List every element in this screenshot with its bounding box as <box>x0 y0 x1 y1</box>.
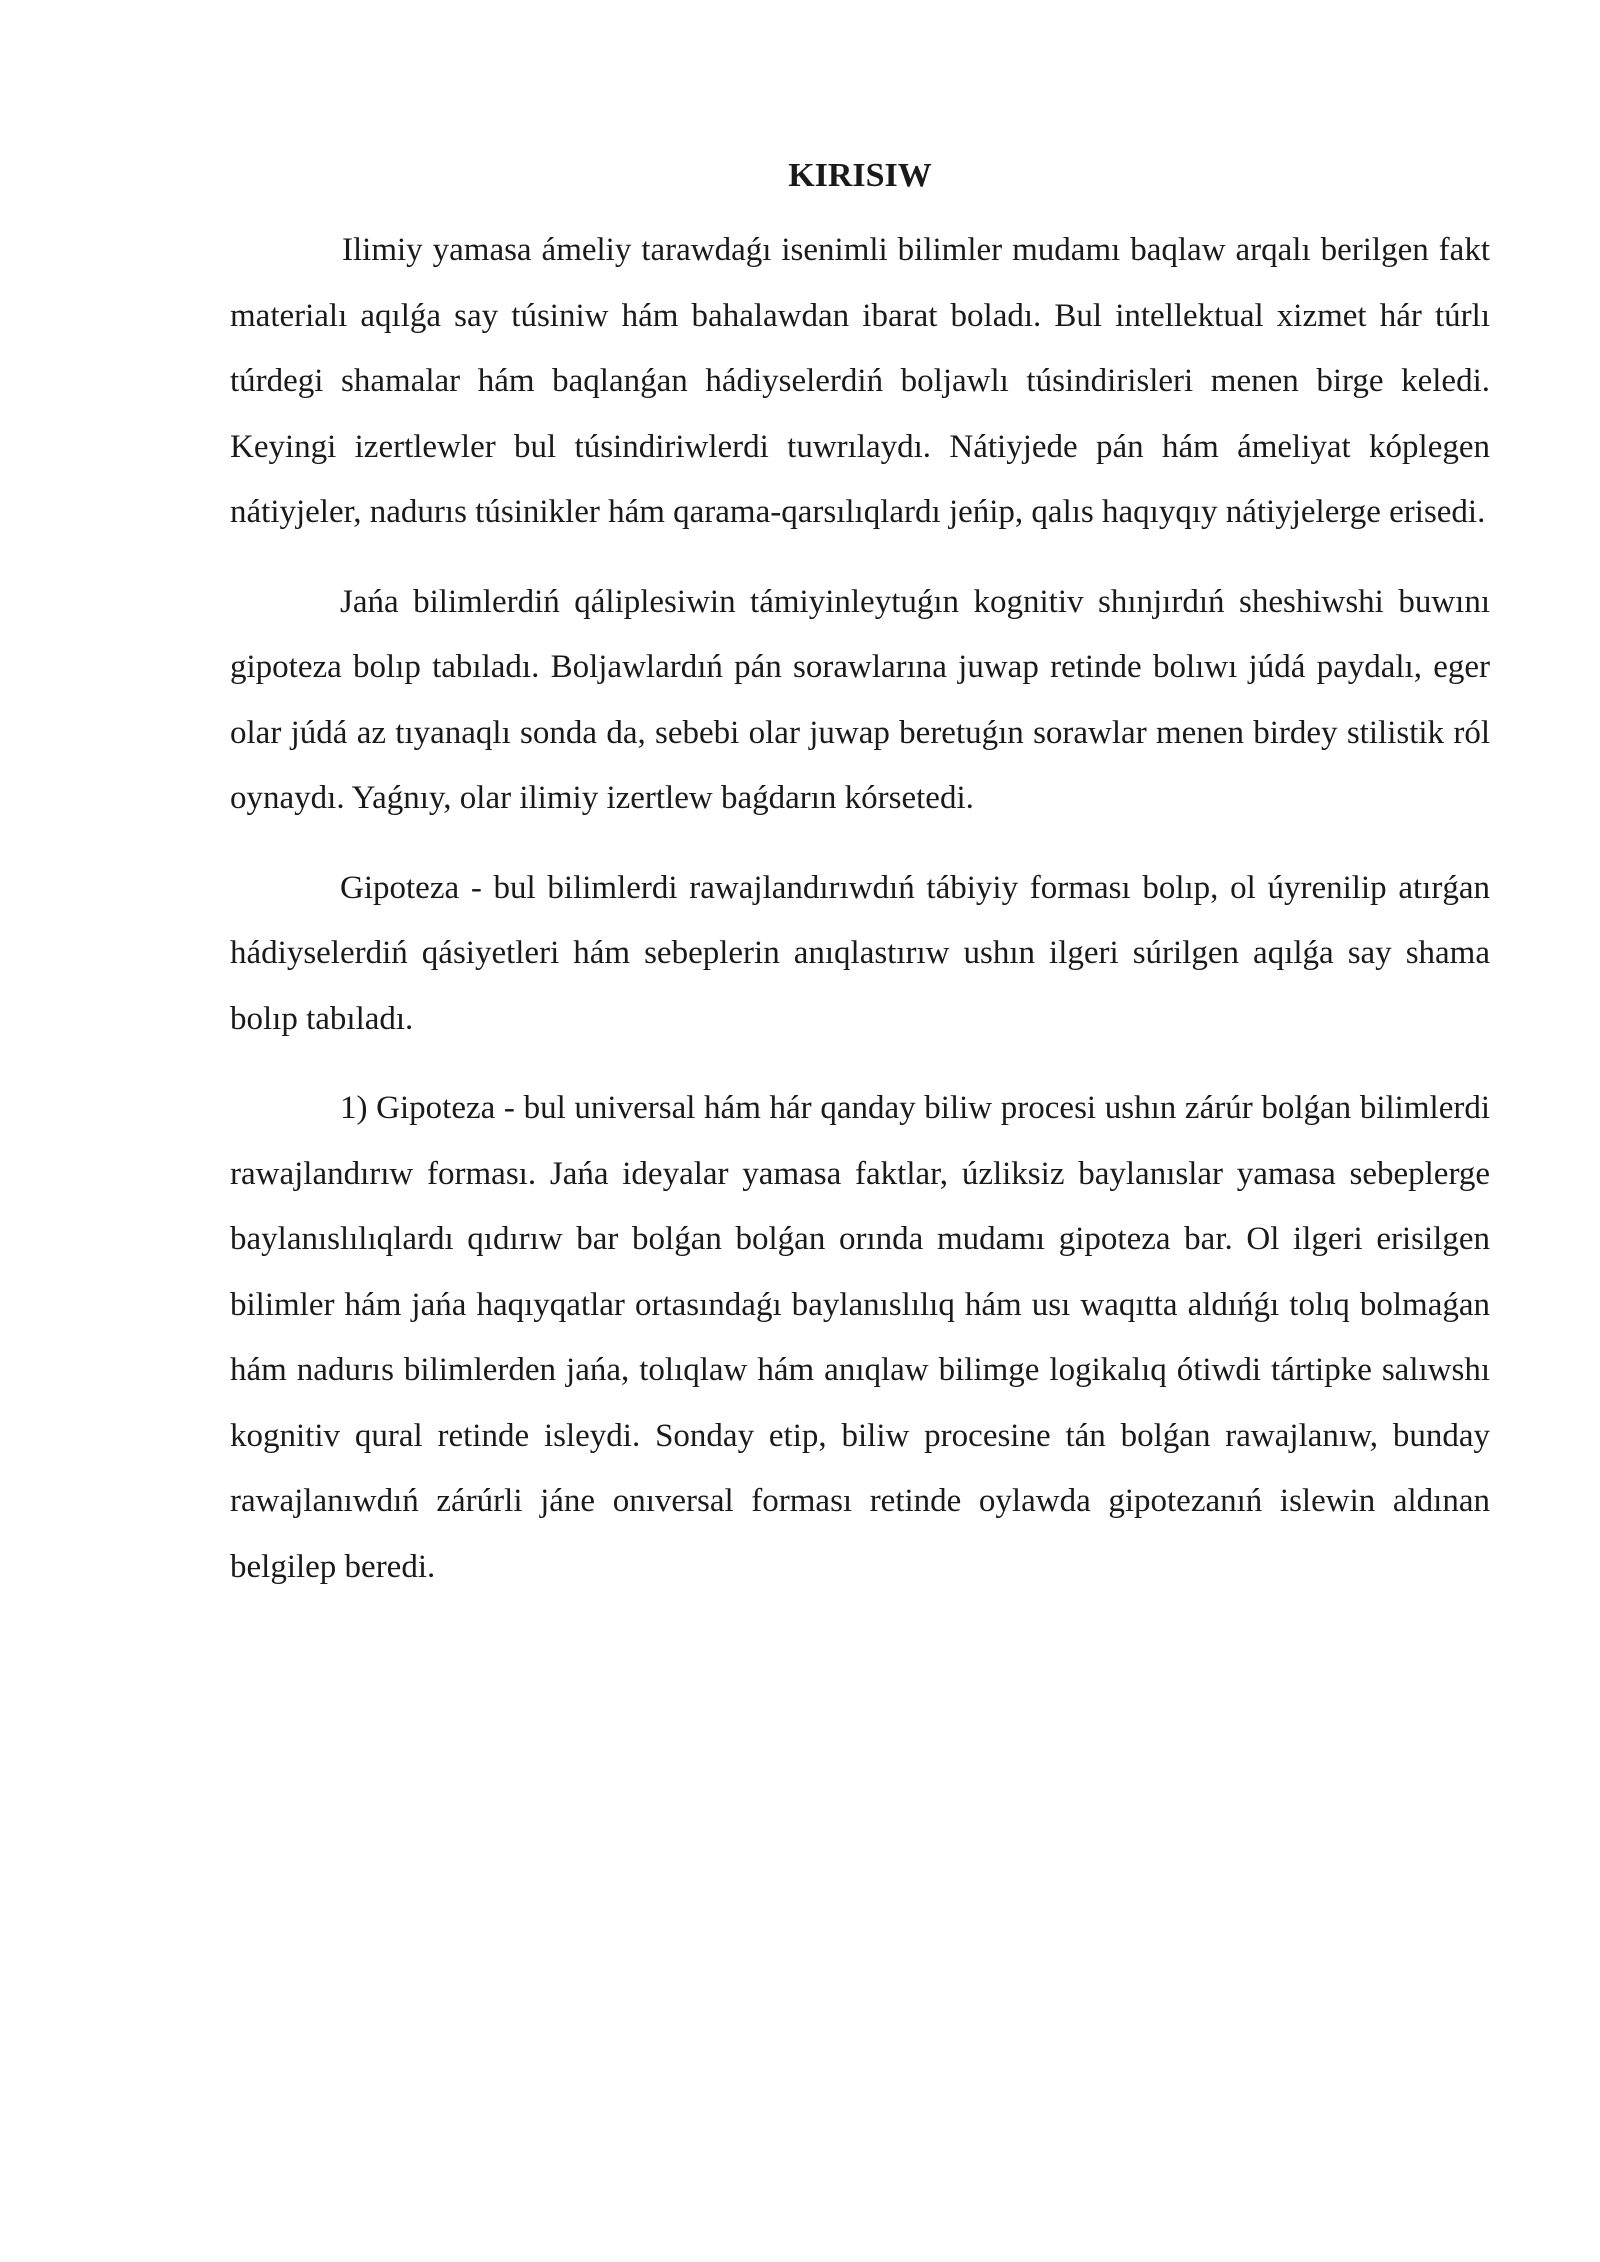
paragraph-4: 1) Gipoteza - bul universal hám hár qanday biliw procesi ushın zárúr bolǵan bilimlerdi rawajlandırıw forması. Jańa ideyalar yamasa faktlar, úzliksiz baylanıslar yamasa sebeplerge baylanıslılıqlardı qıdırıw bar bolǵan bolǵan orında mudamı gipoteza bar. Ol ilgeri erisilgen bilimler hám jańa haqıyqatlar ortasındaǵı baylanıslılıq hám usı waqıtta aldıńǵı tolıq bolmaǵan hám nadurıs bilimlerden jańa, tolıqlaw hám anıqlaw bilimge logikalıq ótiwdi tártipke salıwshı kognitiv qural retinde isleydi. Sonday etip, biliw procesine tán bolǵan rawajlanıw, bunday rawajlanıwdıń zárúrli jáne onıversal forması retinde oylawda gipotezanıń islewin aldınan belgilep beredi. <box>230 1090 1490 1585</box>
paragraph-3: Gipoteza - bul bilimlerdi rawajlandırıwdıń tábiyiy forması bolıp, ol úyrenilip atırǵan hádiyselerdiń qásiyetleri hám sebeplerin anıqlastırıw ushın ilgeri súrilgen aqılǵa say shama bolıp tabıladı. <box>230 869 1490 1037</box>
page-title: KIRISIW <box>788 157 932 194</box>
paragraph-1: Ilimiy yamasa ámeliy tarawdaǵı isenimli bilimler mudamı baqlaw arqalı berilgen fakt materialı aqılǵa say túsiniw hám bahalawdan ibarat boladı. Bul intellektual xizmet hár túrlı túrdegi shamalar hám baqlanǵan hádiyselerdiń boljawlı túsindirisleri menen birge keledi. Keyingi izertlewler bul túsindiriwlerdi tuwrılaydı. Nátiyjede pán hám ámeliyat kóplegen nátiyjeler, nadurıs túsinikler hám qarama-qarsılıqlardı jeńip, qalıs haqıyqıy nátiyjelerge erisedi. <box>230 232 1490 530</box>
document-body <box>230 148 1490 1624</box>
paragraph-2: Jańa bilimlerdiń qáliplesiwin támiyinleytuǵın kognitiv shınjırdıń sheshiwshi buwını gipoteza bolıp tabıladı. Boljawlardıń pán sorawlarına juwap retinde bolıwı júdá paydalı, eger olar júdá az tıyanaqlı sonda da, sebebi olar juwap beretuǵın sorawlar menen birdey stilistik ról oynaydı. Yaǵnıy, olar ilimiy izertlew baǵdarın kórsetedi. <box>230 583 1490 816</box>
